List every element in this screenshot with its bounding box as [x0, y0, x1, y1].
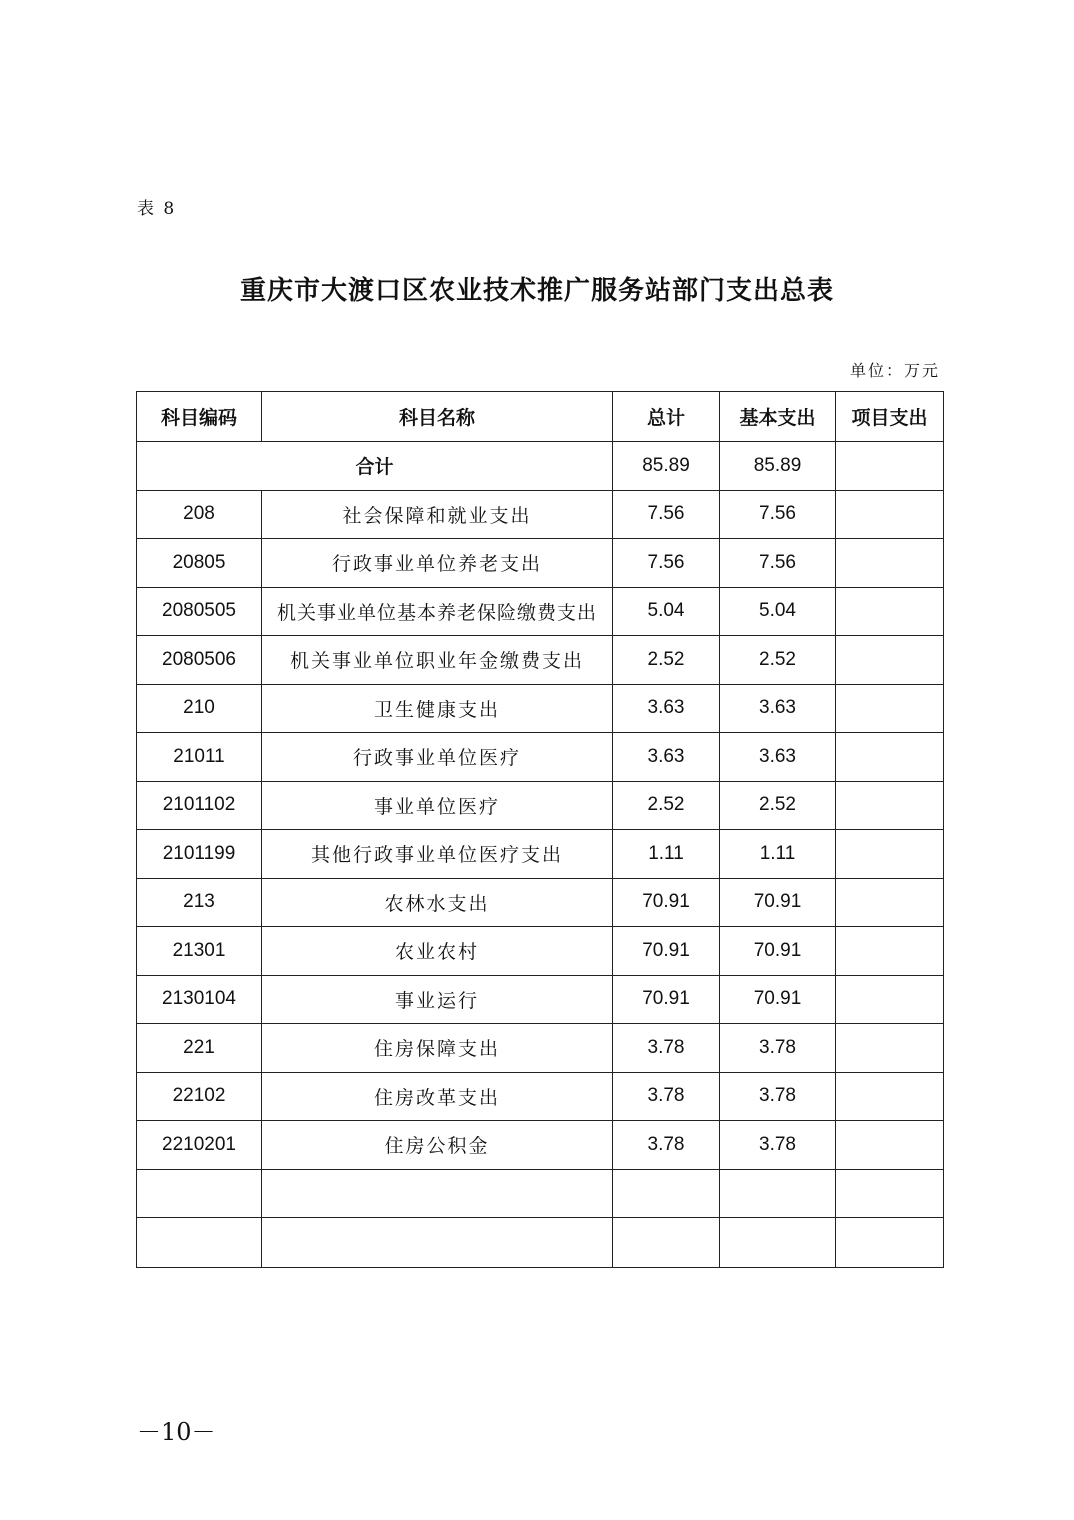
- header-name: 科目名称: [262, 392, 613, 442]
- table-header-row: [137, 392, 944, 442]
- row-total: [613, 1218, 720, 1268]
- row-project: [836, 878, 944, 927]
- row-basic: 2.52: [720, 781, 836, 830]
- row-total: 5.04: [613, 587, 720, 636]
- table-row: [137, 733, 944, 782]
- total-basic: 85.89: [720, 442, 836, 491]
- table-row: [137, 1024, 944, 1073]
- table-row: [137, 539, 944, 588]
- row-code: 213: [137, 878, 262, 927]
- row-name: 住房改革支出: [262, 1072, 613, 1121]
- row-basic: 70.91: [720, 878, 836, 927]
- row-name: [262, 1218, 613, 1268]
- row-name: 行政事业单位养老支出: [262, 539, 613, 588]
- row-name: 事业单位医疗: [262, 781, 613, 830]
- row-basic: 3.78: [720, 1121, 836, 1170]
- row-code: 20805: [137, 539, 262, 588]
- row-code: 208: [137, 490, 262, 539]
- row-basic: 70.91: [720, 975, 836, 1024]
- row-total: [613, 1169, 720, 1218]
- total-row: [137, 442, 944, 491]
- row-code: [137, 1169, 262, 1218]
- row-code: 2101102: [137, 781, 262, 830]
- row-code: 2080506: [137, 636, 262, 685]
- row-name: 住房公积金: [262, 1121, 613, 1170]
- row-basic: 3.78: [720, 1024, 836, 1073]
- row-total: 7.56: [613, 490, 720, 539]
- page-number: －10－: [137, 1418, 216, 1446]
- row-code: 21011: [137, 733, 262, 782]
- row-total: 70.91: [613, 878, 720, 927]
- total-label: 合计: [137, 442, 613, 491]
- row-total: 3.63: [613, 733, 720, 782]
- table-row: [137, 636, 944, 685]
- row-project: [836, 587, 944, 636]
- table-row: [137, 684, 944, 733]
- header-code: 科目编码: [137, 392, 262, 442]
- row-project: [836, 1121, 944, 1170]
- row-name: 农业农村: [262, 927, 613, 976]
- header-basic: 基本支出: [720, 392, 836, 442]
- row-project: [836, 927, 944, 976]
- row-name: 卫生健康支出: [262, 684, 613, 733]
- row-basic: 5.04: [720, 587, 836, 636]
- row-code: 2080505: [137, 587, 262, 636]
- table-row-empty: [137, 1169, 944, 1218]
- row-basic: 1.11: [720, 830, 836, 879]
- row-project: [836, 975, 944, 1024]
- total-project: [836, 442, 944, 491]
- row-total: 3.78: [613, 1072, 720, 1121]
- row-basic: 3.63: [720, 733, 836, 782]
- row-total: 3.63: [613, 684, 720, 733]
- row-basic: 2.52: [720, 636, 836, 685]
- row-name: 农林水支出: [262, 878, 613, 927]
- row-basic: 3.78: [720, 1072, 836, 1121]
- table-row: [137, 1072, 944, 1121]
- row-total: 70.91: [613, 975, 720, 1024]
- row-name: 机关事业单位基本养老保险缴费支出: [262, 587, 613, 636]
- row-name: 社会保障和就业支出: [262, 490, 613, 539]
- row-project: [836, 1024, 944, 1073]
- table-row-empty: [137, 1218, 944, 1268]
- row-project: [836, 1072, 944, 1121]
- row-project: [836, 539, 944, 588]
- row-basic: 70.91: [720, 927, 836, 976]
- table-row: [137, 781, 944, 830]
- table-row: [137, 830, 944, 879]
- row-total: 3.78: [613, 1121, 720, 1170]
- row-basic: 7.56: [720, 539, 836, 588]
- row-basic: [720, 1169, 836, 1218]
- row-code: 22102: [137, 1072, 262, 1121]
- header-total: 总计: [613, 392, 720, 442]
- row-name: 其他行政事业单位医疗支出: [262, 830, 613, 879]
- row-basic: [720, 1218, 836, 1268]
- table-row: [137, 975, 944, 1024]
- row-code: [137, 1218, 262, 1268]
- row-total: 7.56: [613, 539, 720, 588]
- row-project: [836, 636, 944, 685]
- row-project: [836, 1218, 944, 1268]
- row-code: 21301: [137, 927, 262, 976]
- row-name: 事业运行: [262, 975, 613, 1024]
- row-project: [836, 490, 944, 539]
- row-basic: 7.56: [720, 490, 836, 539]
- row-code: 2101199: [137, 830, 262, 879]
- table-row: [137, 587, 944, 636]
- table-row: [137, 927, 944, 976]
- table-row: [137, 490, 944, 539]
- row-name: 住房保障支出: [262, 1024, 613, 1073]
- unit-label: 单位：万元: [849, 361, 940, 380]
- row-name: 机关事业单位职业年金缴费支出: [262, 636, 613, 685]
- expenditure-table: [136, 391, 944, 1268]
- row-project: [836, 733, 944, 782]
- row-total: 70.91: [613, 927, 720, 976]
- row-total: 2.52: [613, 636, 720, 685]
- total-total: 85.89: [613, 442, 720, 491]
- row-code: 2130104: [137, 975, 262, 1024]
- row-basic: 3.63: [720, 684, 836, 733]
- page-title: 重庆市大渡口区农业技术推广服务站部门支出总表: [239, 276, 834, 306]
- row-code: 210: [137, 684, 262, 733]
- row-total: 1.11: [613, 830, 720, 879]
- table-label: 表 8: [137, 199, 177, 219]
- row-project: [836, 830, 944, 879]
- row-project: [836, 781, 944, 830]
- row-code: 2210201: [137, 1121, 262, 1170]
- row-name: [262, 1169, 613, 1218]
- row-total: 2.52: [613, 781, 720, 830]
- table-row: [137, 1121, 944, 1170]
- row-project: [836, 1169, 944, 1218]
- row-total: 3.78: [613, 1024, 720, 1073]
- table-row: [137, 878, 944, 927]
- header-project: 项目支出: [836, 392, 944, 442]
- row-project: [836, 684, 944, 733]
- row-name: 行政事业单位医疗: [262, 733, 613, 782]
- row-code: 221: [137, 1024, 262, 1073]
